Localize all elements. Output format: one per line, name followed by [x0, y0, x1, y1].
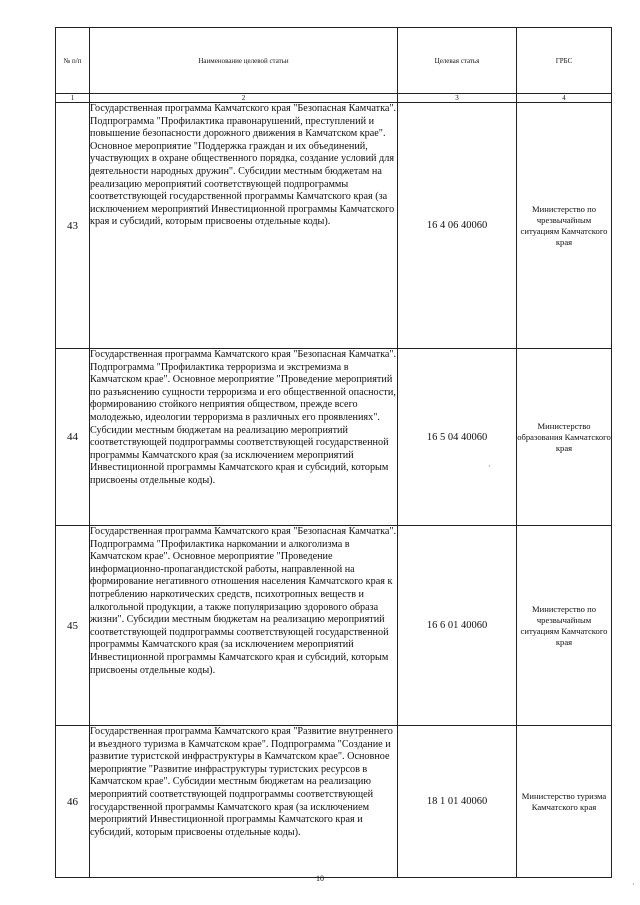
header-name: Наименование целевой статьи — [90, 28, 398, 94]
row-name: Государственная программа Камчатского края "Безопасная Камчатка". Подпрограмма "Профилактика наркомании и алкоголизма в Камчатском крае". Основное мероприятие "Проведение информационно-пропагандистской работы, направленной на формирование негативного отношения населения Камчатского края к потреблению наркотических средств, психотропных веществ и алкогольной продукции, а также популяризацию здорового образа жизни". Субсидии местным бюджетам на реализацию мероприятий соответствующей подпрограммы соответствующей государственной программы Камчатского края (за исключением мероприятий Инвестиционной программы Камчатского края и субсидий, которым присвоены отдельные коды). — [90, 526, 398, 726]
table-header-row — [56, 28, 612, 94]
row-code: 16 5 04 40060 — [398, 349, 517, 526]
row-grbs: Министерство туризма Камчатского края — [517, 726, 612, 878]
column-index: 2 — [90, 94, 398, 103]
row-number: 43 — [56, 103, 90, 349]
table-row — [56, 526, 612, 726]
header-number: № п/п — [56, 28, 90, 94]
row-name: Государственная программа Камчатского края "Безопасная Камчатка". Подпрограмма "Профилактика правонарушений, преступлений и повышение безопасности дорожного движения в Камчатском крае". Основное мероприятие "Поддержка граждан и их объединений, участвующих в охране общественного порядка, создание условий для деятельности народных дружин". Субсидии местным бюджетам на реализацию мероприятий соответствующей подпрограммы соответствующей государственной программы Камчатского края (за исключением мероприятий Инвестиционной программы Камчатского края и субсидий, которым присвоены отдельные коды). — [90, 103, 398, 349]
page-number: 10 — [316, 874, 324, 883]
row-grbs: Министерство образования Камчатского края — [517, 349, 612, 526]
scan-speck: · — [488, 462, 491, 471]
column-index-row — [56, 94, 612, 103]
table-row — [56, 726, 612, 878]
column-index: 1 — [56, 94, 90, 103]
table-row — [56, 349, 612, 526]
row-grbs: Министерство по чрезвычайным ситуациям Камчатского края — [517, 526, 612, 726]
row-code: 18 1 01 40060 — [398, 726, 517, 878]
scan-speck: · — [632, 880, 635, 889]
row-code: 16 4 06 40060 — [398, 103, 517, 349]
row-number: 44 — [56, 349, 90, 526]
header-grbs: ГРБС — [517, 28, 612, 94]
target-articles-table — [55, 27, 612, 878]
row-code: 16 6 01 40060 — [398, 526, 517, 726]
header-code: Целевая статья — [398, 28, 517, 94]
row-grbs: Министерство по чрезвычайным ситуациям Камчатского края — [517, 103, 612, 349]
row-number: 45 — [56, 526, 90, 726]
row-name: Государственная программа Камчатского края "Безопасная Камчатка". Подпрограмма "Профилактика терроризма и экстремизма в Камчатском крае". Основное мероприятие "Проведение мероприятий по разъяснению сущности терроризма и его общественной опасности, формированию стойкого неприятия обществом, прежде всего молодежью, идеологии терроризма в различных его проявлениях". Субсидии местным бюджетам на реализацию мероприятий соответствующей подпрограммы соответствующей государственной программы Камчатского края (за исключением мероприятий Инвестиционной программы Камчатского края и субсидий, которым присвоены отдельные коды). — [90, 349, 398, 526]
column-index: 4 — [517, 94, 612, 103]
column-index: 3 — [398, 94, 517, 103]
row-number: 46 — [56, 726, 90, 878]
table-row — [56, 103, 612, 349]
row-name: Государственная программа Камчатского края "Развитие внутреннего и въездного туризма в Камчатском крае". Подпрограмма "Создание и развитие туристской инфраструктуры в Камчатском крае". Основное мероприятие "Развитие инфраструктуры туристских ресурсов в Камчатском крае". Субсидии местным бюджетам на реализацию мероприятий соответствующей подпрограммы соответствующей государственной программы Камчатского края (за исключением мероприятий Инвестиционной программы Камчатского края и субсидий, которым присвоены отдельные коды). — [90, 726, 398, 878]
